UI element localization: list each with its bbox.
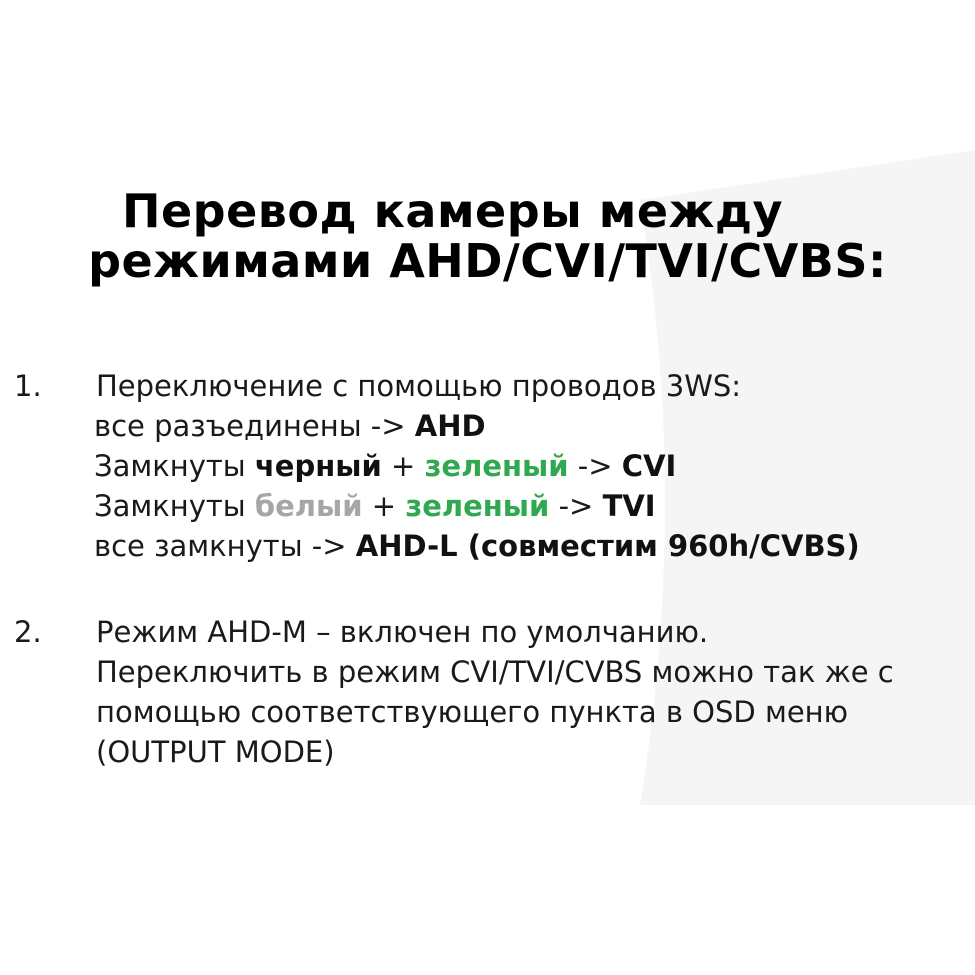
wire-color-white: белый — [254, 489, 363, 523]
plus-sign: + — [381, 449, 425, 483]
title-line-2: режимами AHD/CVI/TVI/CVBS: — [88, 234, 887, 288]
wire-row-tvi — [94, 486, 964, 526]
arrow-text: -> — [568, 449, 622, 483]
item-line: помощью соответствующего пункта в OSD меню — [96, 695, 849, 729]
mode-label: TVI — [602, 489, 656, 523]
arrow-text: -> — [549, 489, 603, 523]
item-line: Режим AHD-M – включен по умолчанию. — [96, 615, 709, 649]
row-text: все разъединены -> — [94, 409, 415, 443]
list-number: 2. — [14, 615, 42, 649]
mode-label: CVI — [621, 449, 677, 483]
wire-color-black: черный — [254, 449, 382, 483]
row-text: Замкнуты — [94, 449, 255, 483]
item-line: (OUTPUT MODE) — [96, 735, 335, 769]
mode-label: AHD — [414, 409, 486, 443]
title-line-1: Перевод камеры между — [121, 184, 783, 238]
row-text: Замкнуты — [94, 489, 255, 523]
row-text: все замкнуты -> — [94, 529, 356, 563]
plus-sign: + — [362, 489, 406, 523]
wire-color-green: зеленый — [405, 489, 550, 523]
item-line: Переключить в режим CVI/TVI/CVBS можно так же с — [96, 655, 894, 689]
list-number: 1. — [14, 369, 42, 403]
instruction-list — [14, 366, 964, 772]
item-heading: Переключение с помощью проводов 3WS: — [96, 369, 742, 403]
wire-row-all-closed — [94, 526, 964, 566]
wire-color-green: зеленый — [424, 449, 569, 483]
wire-row-all-open — [94, 406, 964, 446]
wire-row-cvi — [94, 446, 964, 486]
list-item-osd — [14, 612, 964, 772]
list-item-wires — [14, 366, 964, 566]
mode-label: AHD-L (совместим 960h/CVBS) — [355, 529, 860, 563]
page-title — [0, 184, 975, 288]
